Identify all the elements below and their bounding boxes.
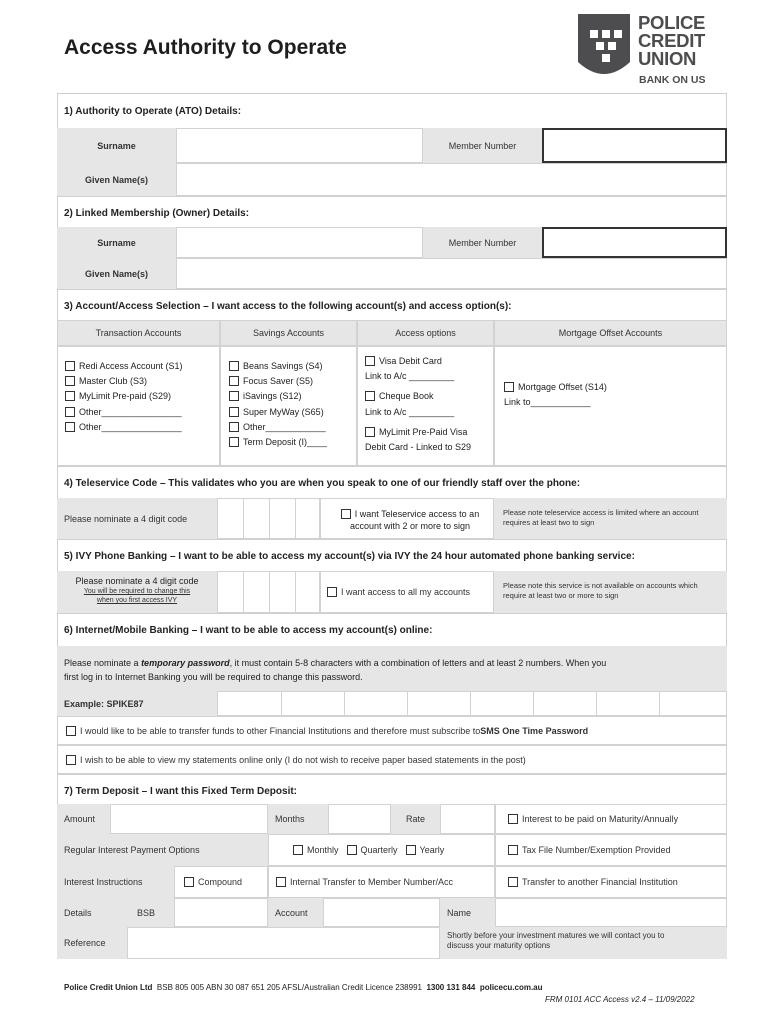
option-mortgage-offset[interactable]: Mortgage Offset (S14) (504, 380, 607, 395)
checkbox-icon[interactable] (229, 391, 239, 401)
col-mortgage-offset: Mortgage Offset Accounts (494, 320, 727, 346)
option-term-deposit[interactable]: Term Deposit (I)____ (229, 435, 327, 450)
s6-estatements-check[interactable]: I wish to be able to view my statements online only (I do not wish to receive paper based statements in the post) (57, 745, 727, 774)
checkbox-icon[interactable] (229, 361, 239, 371)
section-5-heading: 5) IVY Phone Banking – I want to be able to access my account(s) via IVY the 24 hour automated phone banking service: (57, 539, 727, 571)
s4-note: Please note teleservice access is limited where an account requires at least two to sign (494, 498, 727, 539)
td-bsb-input[interactable] (174, 898, 268, 927)
option-visa-debit[interactable]: Visa Debit Card (365, 354, 471, 369)
checkbox-icon[interactable] (406, 845, 416, 855)
s1-member-number-label: Member Number (423, 128, 542, 163)
td-bsb-label: BSB (127, 898, 174, 927)
s5-nominate: Please nominate a 4 digit code You will be required to change this when you first access IVY (57, 571, 217, 613)
checkbox-icon[interactable] (365, 427, 375, 437)
section-2-heading: 2) Linked Membership (Owner) Details: (57, 196, 727, 227)
option-isavings[interactable]: iSavings (S12) (229, 389, 327, 404)
option-beans-savings[interactable]: Beans Savings (S4) (229, 359, 327, 374)
option-other-1[interactable]: Other________________ (65, 405, 183, 420)
s1-member-number-input[interactable] (542, 128, 727, 163)
footer-org: Police Credit Union Ltd (64, 983, 153, 992)
transaction-options (65, 359, 183, 435)
td-account-input[interactable] (323, 898, 440, 927)
police-credit-union-logo-icon (576, 12, 632, 88)
checkbox-icon[interactable] (508, 877, 518, 887)
td-external-transfer-check[interactable]: Transfer to another Financial Institution (495, 866, 727, 898)
s2-given-names-label: Given Name(s) (57, 258, 176, 289)
checkbox-icon[interactable] (65, 422, 75, 432)
option-super-myway[interactable]: Super MyWay (S65) (229, 405, 327, 420)
checkbox-icon[interactable] (229, 376, 239, 386)
td-account-label: Account (268, 898, 323, 927)
checkbox-icon[interactable] (229, 407, 239, 417)
td-amount-label: Amount (57, 804, 110, 834)
checkbox-icon[interactable] (365, 356, 375, 366)
option-redi-access[interactable]: Redi Access Account (S1) (65, 359, 183, 374)
td-maturity-note: Shortly before your investment matures we will contact you to discuss your maturity options (440, 927, 727, 959)
option-savings-other[interactable]: Other____________ (229, 420, 327, 435)
s5-note: Please note this service is not available on accounts which require at least two or more to sign (494, 571, 727, 613)
s4-nominate-label: Please nominate a 4 digit code (57, 498, 217, 539)
cheque-link-field[interactable]: Link to A/c _________ (365, 406, 455, 417)
checkbox-icon[interactable] (229, 437, 239, 447)
td-reference-input[interactable] (127, 927, 440, 959)
footer-info: BSB 805 005 ABN 30 087 651 205 AFSL/Australian Credit Licence 238991 (156, 983, 422, 992)
checkbox-icon[interactable] (65, 376, 75, 386)
footer-phone: 1300 131 844 (426, 983, 476, 992)
checkbox-icon[interactable] (293, 845, 303, 855)
section-7-heading: 7) Term Deposit – I want this Fixed Term Deposit: (57, 774, 727, 804)
td-reference-label: Reference (57, 927, 127, 959)
logo-word-2: CREDIT (638, 30, 706, 51)
s1-given-names-input[interactable] (176, 163, 727, 196)
s2-surname-input[interactable] (176, 227, 423, 258)
section-4-heading: 4) Teleservice Code – This validates who you are when you speak to one of our friendly staff over the phone: (57, 466, 727, 498)
td-regular-interest-label: Regular Interest Payment Options (57, 834, 268, 866)
td-tfn-check[interactable]: Tax File Number/Exemption Provided (495, 834, 727, 866)
s1-given-names-label: Given Name(s) (57, 163, 176, 196)
s6-example: Example: SPIKE87 (57, 691, 217, 716)
td-details-label: Details (57, 898, 127, 927)
checkbox-icon[interactable] (66, 755, 76, 765)
checkbox-icon[interactable] (365, 391, 375, 401)
mortgage-options (504, 380, 607, 410)
checkbox-icon[interactable] (65, 361, 75, 371)
checkbox-icon[interactable] (184, 877, 194, 887)
option-mylimit-visa[interactable]: MyLimit Pre-Paid Visa (365, 425, 471, 440)
td-months-input[interactable] (328, 804, 391, 834)
checkbox-icon[interactable] (347, 845, 357, 855)
option-other-2[interactable]: Other________________ (65, 420, 183, 435)
mortgage-link-field[interactable]: Link to____________ (504, 397, 591, 408)
td-name-label: Name (440, 898, 495, 927)
form-reference: FRM 0101 ACC Access v2.4 – 11/09/2022 (545, 995, 695, 1004)
s1-surname-input[interactable] (176, 128, 423, 163)
td-name-input[interactable] (495, 898, 727, 927)
logo-word-1: POLICE (638, 12, 706, 33)
td-rate-input[interactable] (440, 804, 495, 834)
footer (64, 983, 543, 992)
option-cheque-book[interactable]: Cheque Book (365, 389, 471, 404)
access-options (365, 354, 471, 455)
s5-code-input[interactable] (217, 571, 320, 613)
td-internal-transfer-check[interactable]: Internal Transfer to Member Number/Acc (268, 866, 495, 898)
td-monthly-option[interactable]: Monthly (307, 845, 339, 855)
option-focus-saver[interactable]: Focus Saver (S5) (229, 374, 327, 389)
s2-member-number-label: Member Number (423, 227, 542, 258)
s1-surname-label: Surname (57, 128, 176, 163)
checkbox-icon[interactable] (229, 422, 239, 432)
s4-teleservice-check[interactable]: I want Teleservice access to an account with 2 or more to sign (320, 498, 494, 539)
option-master-club[interactable]: Master Club (S3) (65, 374, 183, 389)
checkbox-icon[interactable] (341, 509, 351, 519)
checkbox-icon[interactable] (65, 391, 75, 401)
s2-surname-label: Surname (57, 227, 176, 258)
checkbox-icon[interactable] (508, 845, 518, 855)
s6-sms-otp-check[interactable]: I would like to be able to transfer funds to other Financial Institutions and therefore must subscribe to SMS One Time Password (57, 716, 727, 745)
td-amount-input[interactable] (110, 804, 268, 834)
section-1-heading: 1) Authority to Operate (ATO) Details: (64, 106, 242, 117)
page-title: Access Authority to Operate (64, 36, 347, 59)
td-frequency-options (268, 834, 495, 866)
td-instructions-label: Interest Instructions (57, 866, 174, 898)
logo (576, 12, 726, 88)
s4-code-input[interactable] (217, 498, 320, 539)
col-transaction-accounts: Transaction Accounts (57, 320, 220, 346)
visa-link-field[interactable]: Link to A/c _________ (365, 371, 455, 382)
footer-web[interactable]: policecu.com.au (479, 983, 543, 992)
checkbox-icon[interactable] (504, 382, 514, 392)
section-3-heading: 3) Account/Access Selection – I want access to the following account(s) and access option(s): (57, 289, 727, 320)
td-quarterly-option[interactable]: Quarterly (360, 845, 398, 855)
checkbox-icon[interactable] (65, 407, 75, 417)
td-months-label: Months (268, 804, 328, 834)
logo-word-3: UNION (638, 48, 697, 69)
checkbox-icon[interactable] (327, 587, 337, 597)
savings-options (229, 359, 327, 450)
mylimit-visa-line2: Debit Card - Linked to S29 (365, 442, 472, 453)
col-access-options: Access options (357, 320, 494, 346)
checkbox-icon[interactable] (66, 726, 76, 736)
s2-given-names-input[interactable] (176, 258, 727, 289)
checkbox-icon[interactable] (508, 814, 518, 824)
td-interest-maturity-check[interactable]: Interest to be paid on Maturity/Annually (495, 804, 727, 834)
td-compound-check[interactable]: Compound (174, 866, 268, 898)
logo-tagline: BANK ON US (639, 74, 706, 86)
s2-member-number-input[interactable] (542, 227, 727, 258)
s6-password-input[interactable] (217, 691, 727, 716)
td-yearly-option[interactable]: Yearly (419, 845, 445, 855)
s5-all-accounts-check[interactable]: I want access to all my accounts (320, 571, 494, 613)
option-mylimit-prepaid[interactable]: MyLimit Pre-paid (S29) (65, 389, 183, 404)
s6-password-instructions: Please nominate a temporary password, it must contain 5-8 characters with a combination of letters and at least 2 numbers. When you first log in to Internet Banking you will be required to change this password. (57, 646, 727, 691)
td-rate-label: Rate (391, 804, 440, 834)
section-6-heading: 6) Internet/Mobile Banking – I want to be able to access my account(s) online: (57, 613, 727, 646)
checkbox-icon[interactable] (276, 877, 286, 887)
col-savings-accounts: Savings Accounts (220, 320, 357, 346)
